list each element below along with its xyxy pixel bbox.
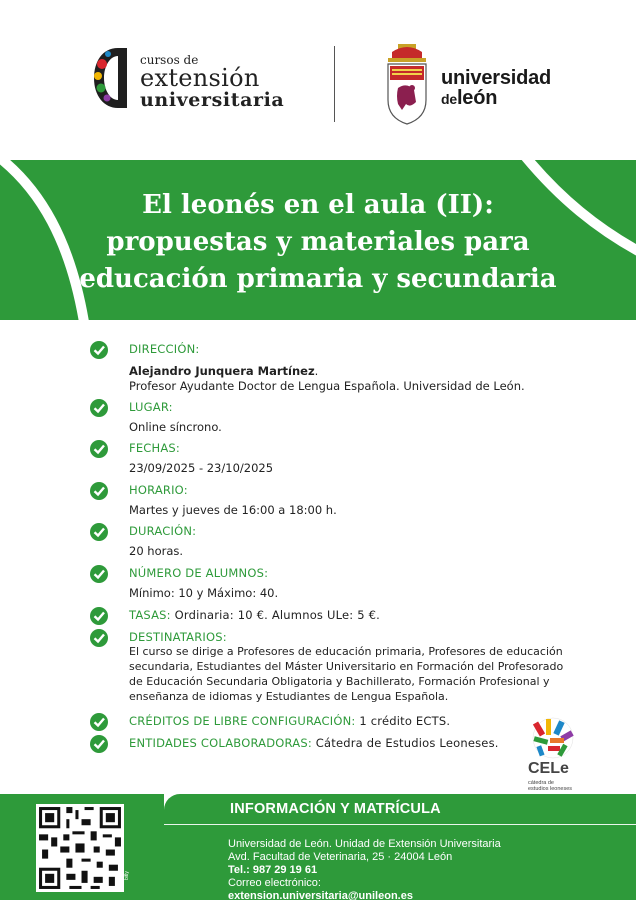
cele-sub1: cátedra de <box>528 780 554 786</box>
horario-label: HORARIO: <box>129 483 188 497</box>
direccion-value <box>129 364 525 394</box>
fechas-value: 23/09/2025 - 23/10/2025 <box>129 461 274 475</box>
fechas-label: FECHAS: <box>129 441 180 455</box>
lugar-label: LUGAR: <box>129 400 173 414</box>
destinatarios-label: DESTINATARIOS: <box>129 630 227 644</box>
cele-logo <box>524 716 582 796</box>
check-icon <box>90 629 108 647</box>
entidades-label: ENTIDADES COLABORADORAS: <box>129 736 312 750</box>
cde-logo-icon <box>88 44 136 112</box>
footer-contact <box>228 838 501 903</box>
footer-email-label: Correo electrónico: <box>228 877 321 889</box>
qr-code-icon[interactable] <box>36 804 124 892</box>
footer-separator <box>164 824 636 825</box>
check-icon <box>90 607 108 625</box>
destinatarios-value <box>129 644 563 704</box>
director-name: Alejandro Junquera Martínez <box>129 364 315 378</box>
check-icon <box>90 713 108 731</box>
course-title <box>40 187 596 298</box>
creditos-value: 1 crédito ECTS. <box>359 714 451 728</box>
cursos-de-text: cursos de <box>140 53 199 67</box>
title-line2: propuestas y materiales para <box>106 227 530 257</box>
check-icon <box>90 735 108 753</box>
alumnos-label: NÚMERO DE ALUMNOS: <box>129 566 269 580</box>
ule-line1: universidad <box>441 67 552 89</box>
destinatarios-line4: enseñanza de idiomas y Estudiantes de Lengua Española. <box>129 690 449 703</box>
lugar-value: Online síncrono. <box>129 420 222 434</box>
universidad-de-leon-logo <box>441 68 551 109</box>
title-line3: educación primaria y secundaria <box>79 264 557 294</box>
cele-name: CELe <box>528 760 569 777</box>
director-name-suffix: . <box>314 364 319 378</box>
title-band <box>0 160 636 320</box>
qr-tag: bitly <box>124 871 130 880</box>
check-icon <box>90 565 108 583</box>
duracion-value: 20 horas. <box>129 544 184 558</box>
header <box>0 0 636 160</box>
footer-line2: Avd. Facultad de Veterinaria, 25 · 24004 León <box>228 851 453 863</box>
check-icon <box>90 440 108 458</box>
check-icon <box>90 523 108 541</box>
cele-wordcloud-icon <box>524 716 582 760</box>
horario-value: Martes y jueves de 16:00 a 18:00 h. <box>129 503 337 517</box>
destinatarios-line3: de Educación Secundaria Obligatoria y Bachillerato, Formación Profesional y <box>129 675 550 688</box>
university-shield-icon <box>384 42 430 126</box>
duracion-label: DURACIÓN: <box>129 524 197 538</box>
alumnos-value: Mínimo: 10 y Máximo: 40. <box>129 586 279 600</box>
tasas-label: TASAS: <box>129 608 171 622</box>
extension-text: extensión <box>140 64 260 92</box>
title-line1: El leonés en el aula (II): <box>142 190 494 220</box>
direccion-label: DIRECCIÓN: <box>129 342 200 356</box>
tasas-value: Ordinaria: 10 €. Alumnos ULe: 5 €. <box>174 608 380 622</box>
cele-sub2: estudios leoneses <box>528 786 573 792</box>
ule-de: de <box>441 91 457 107</box>
destinatarios-line2: secundaria, Estudiantes del Máster Universitario en Formación del Profesorado <box>129 660 564 673</box>
cursos-extension-logo <box>88 44 303 114</box>
footer-email[interactable]: extension.universitaria@unileon.es <box>228 890 413 902</box>
director-role: Profesor Ayudante Doctor de Lengua Española. Universidad de León. <box>129 379 525 393</box>
ule-leon: león <box>456 87 498 109</box>
footer-title: INFORMACIÓN Y MATRÍCULA <box>230 801 441 817</box>
destinatarios-line1: El curso se dirige a Profesores de educación primaria, Profesores de educación <box>129 645 563 658</box>
check-icon <box>90 341 108 359</box>
check-icon <box>90 399 108 417</box>
footer-phone[interactable]: Tel.: 987 29 19 61 <box>228 864 318 876</box>
footer-line1: Universidad de León. Unidad de Extensión Universitaria <box>228 838 501 850</box>
creditos-label: CRÉDITOS DE LIBRE CONFIGURACIÓN: <box>129 714 356 728</box>
entidades-value: Cátedra de Estudios Leoneses. <box>315 736 499 750</box>
universitaria-text: universitaria <box>140 89 285 111</box>
footer <box>0 794 636 900</box>
check-icon <box>90 482 108 500</box>
header-divider <box>334 46 335 122</box>
